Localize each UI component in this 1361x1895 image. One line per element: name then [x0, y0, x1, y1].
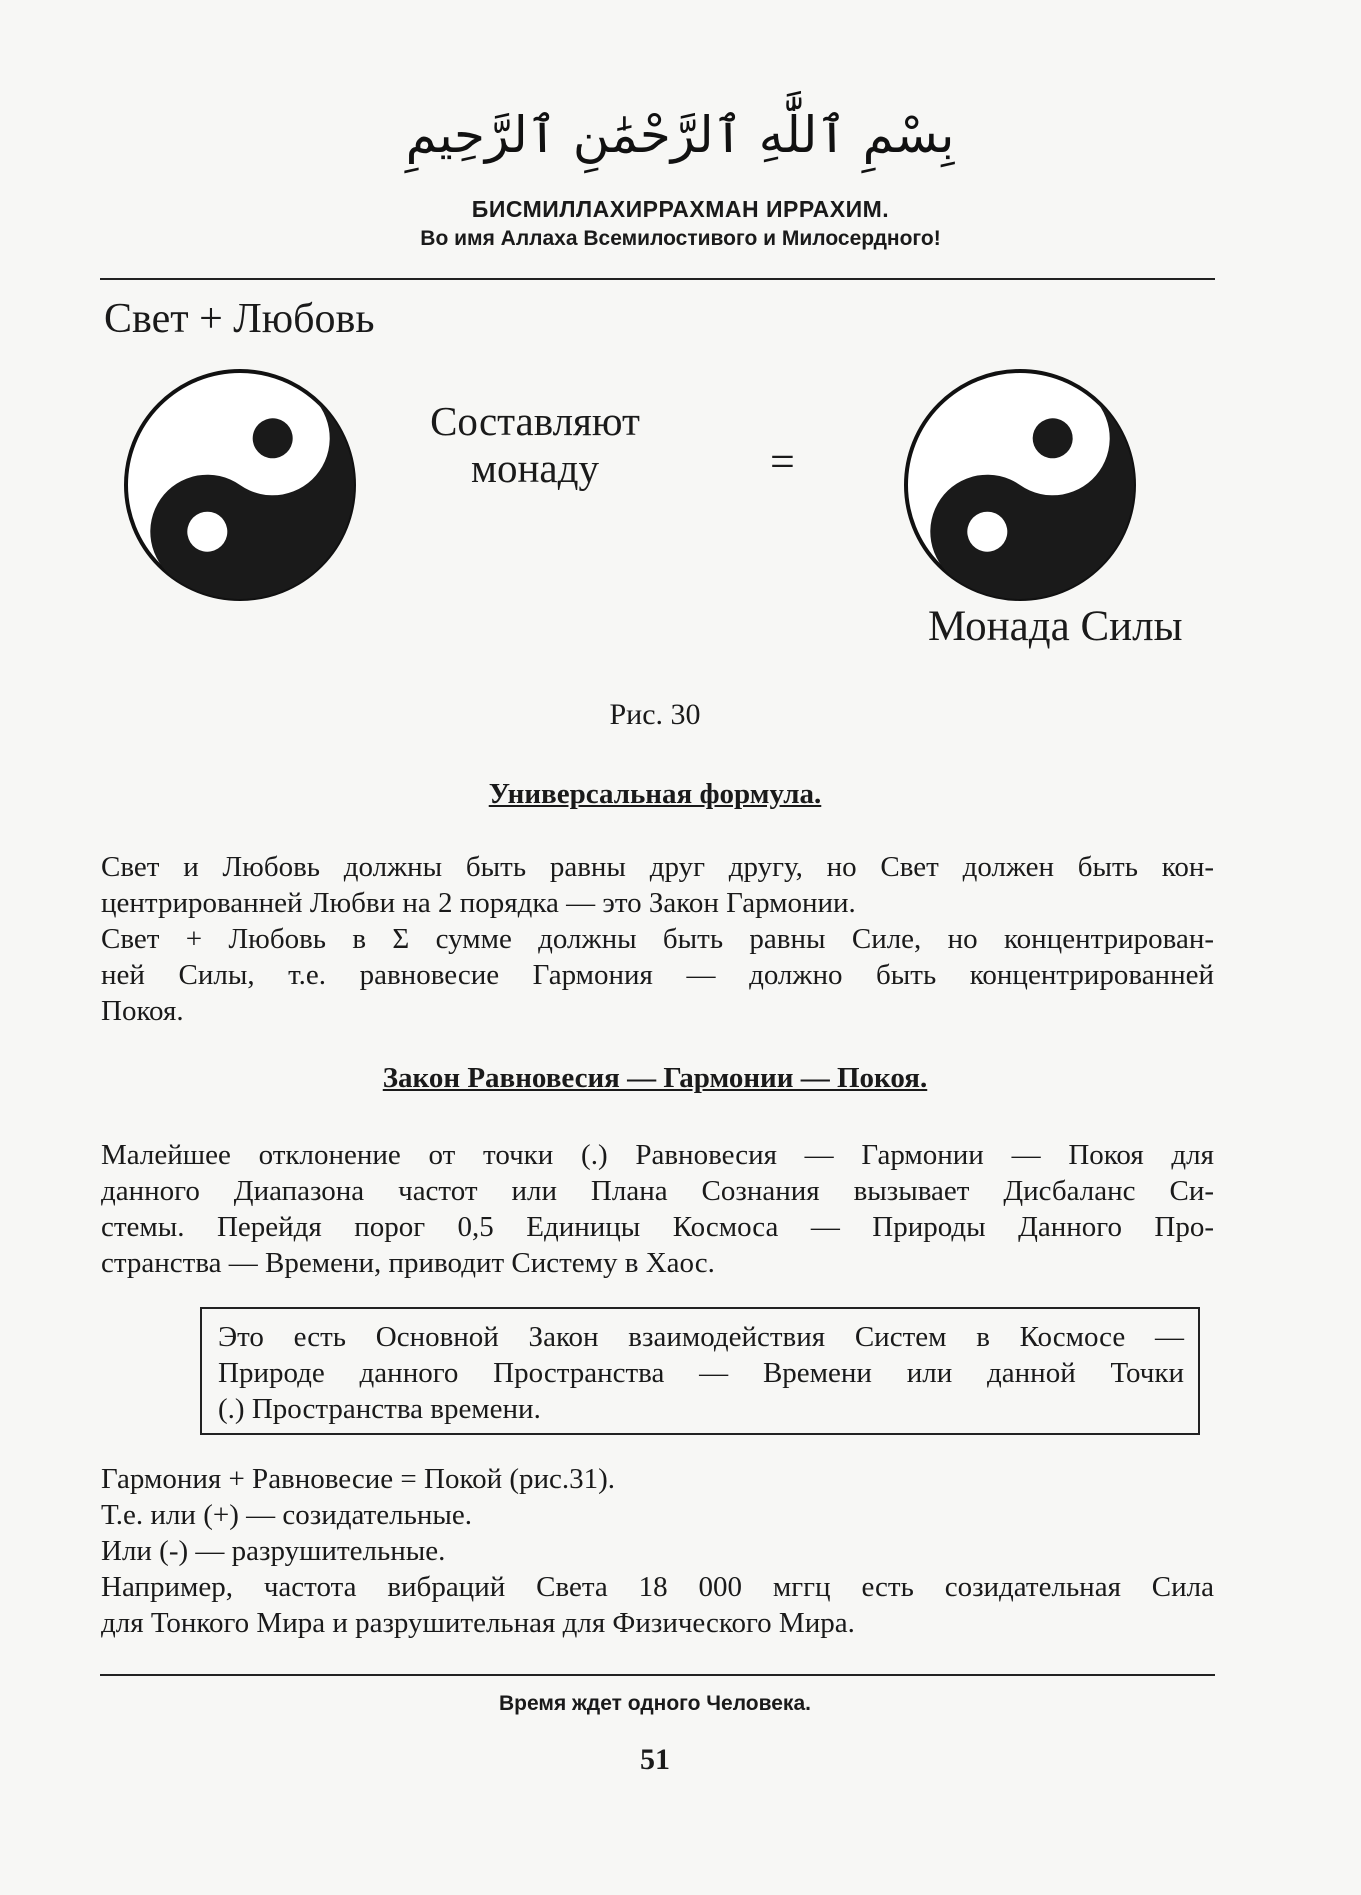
center-line-2: монаду	[471, 445, 599, 492]
text-line: Это есть Основной Закон взаимодействия Систем в Космосе —	[218, 1321, 1184, 1353]
section-title-law-of-balance: Закон Равновесия — Гармонии — Покоя.	[382, 1062, 928, 1094]
text-line: Покоя.	[101, 995, 184, 1027]
page-number: 51	[640, 1743, 670, 1776]
text-line: (.) Пространства времени.	[218, 1393, 541, 1425]
text-line: Или (-) — разрушительные.	[101, 1535, 446, 1567]
text-line: странства — Времени, приводит Систему в Хаос.	[101, 1247, 715, 1279]
header-subtitle: Во имя Аллаха Всемилостивого и Милосердного!	[420, 227, 941, 250]
footer-note: Время ждет одного Человека.	[499, 1692, 811, 1715]
paragraph-law-of-balance	[101, 1137, 1214, 1281]
text-line: Природе данного Пространства — Времени или данной Точки	[218, 1357, 1184, 1389]
footer-rule	[100, 1674, 1215, 1676]
paragraph-universal-formula	[101, 849, 1214, 1029]
center-line-1: Составляют	[430, 398, 640, 444]
text-line: центрированней Любви на 2 порядка — это Закон Гармонии.	[101, 887, 856, 919]
text-line: Свет и Любовь должны быть равны друг другу, но Свет должен быть кон-	[101, 851, 1214, 883]
bismillah-calligraphy	[405, 80, 955, 190]
header-rule	[100, 278, 1215, 280]
figure-caption: Рис. 30	[609, 698, 701, 731]
paragraph-harmony	[101, 1461, 1214, 1641]
bismillah-text: بِسْمِ ٱللَّٰهِ ٱلرَّحْمَٰنِ ٱلرَّحِيمِ	[405, 106, 955, 164]
text-line: Свет + Любовь в Σ сумме должны быть равны Силе, но концентрирован-	[101, 923, 1214, 955]
text-line: данного Диапазона частот или Плана Сознания вызывает Дисбаланс Си-	[101, 1175, 1214, 1207]
text-line: ней Силы, т.е. равновесие Гармония — должно быть концентрированней	[101, 959, 1214, 991]
boxed-statement	[200, 1307, 1200, 1435]
text-line: Гармония + Равновесие = Покой (рис.31).	[101, 1463, 616, 1495]
equals-sign: =	[770, 437, 795, 486]
text-line: Например, частота вибраций Света 18 000 мггц есть созидательная Сила	[101, 1571, 1214, 1603]
yin-yang-icon	[120, 365, 360, 605]
section-title-universal-formula: Универсальная формула.	[488, 778, 822, 810]
text-line: стемы. Перейдя порог 0,5 Единицы Космоса — Природы Данного Про-	[101, 1211, 1214, 1243]
text-line: Т.е. или (+) — созидательные.	[101, 1499, 472, 1531]
text-line: для Тонкого Мира и разрушительная для Физического Мира.	[101, 1607, 855, 1639]
figure-left-label: Свет + Любовь	[104, 296, 375, 342]
text-line: Малейшее отклонение от точки (.) Равновесия — Гармонии — Покоя для	[101, 1139, 1214, 1171]
yin-yang-icon	[900, 365, 1140, 605]
header-title: БИСМИЛЛАХИРРАХМАН ИРРАХИМ.	[471, 196, 890, 222]
figure-center-text	[400, 398, 670, 492]
figure-right-label: Монада Силы	[928, 603, 1183, 650]
